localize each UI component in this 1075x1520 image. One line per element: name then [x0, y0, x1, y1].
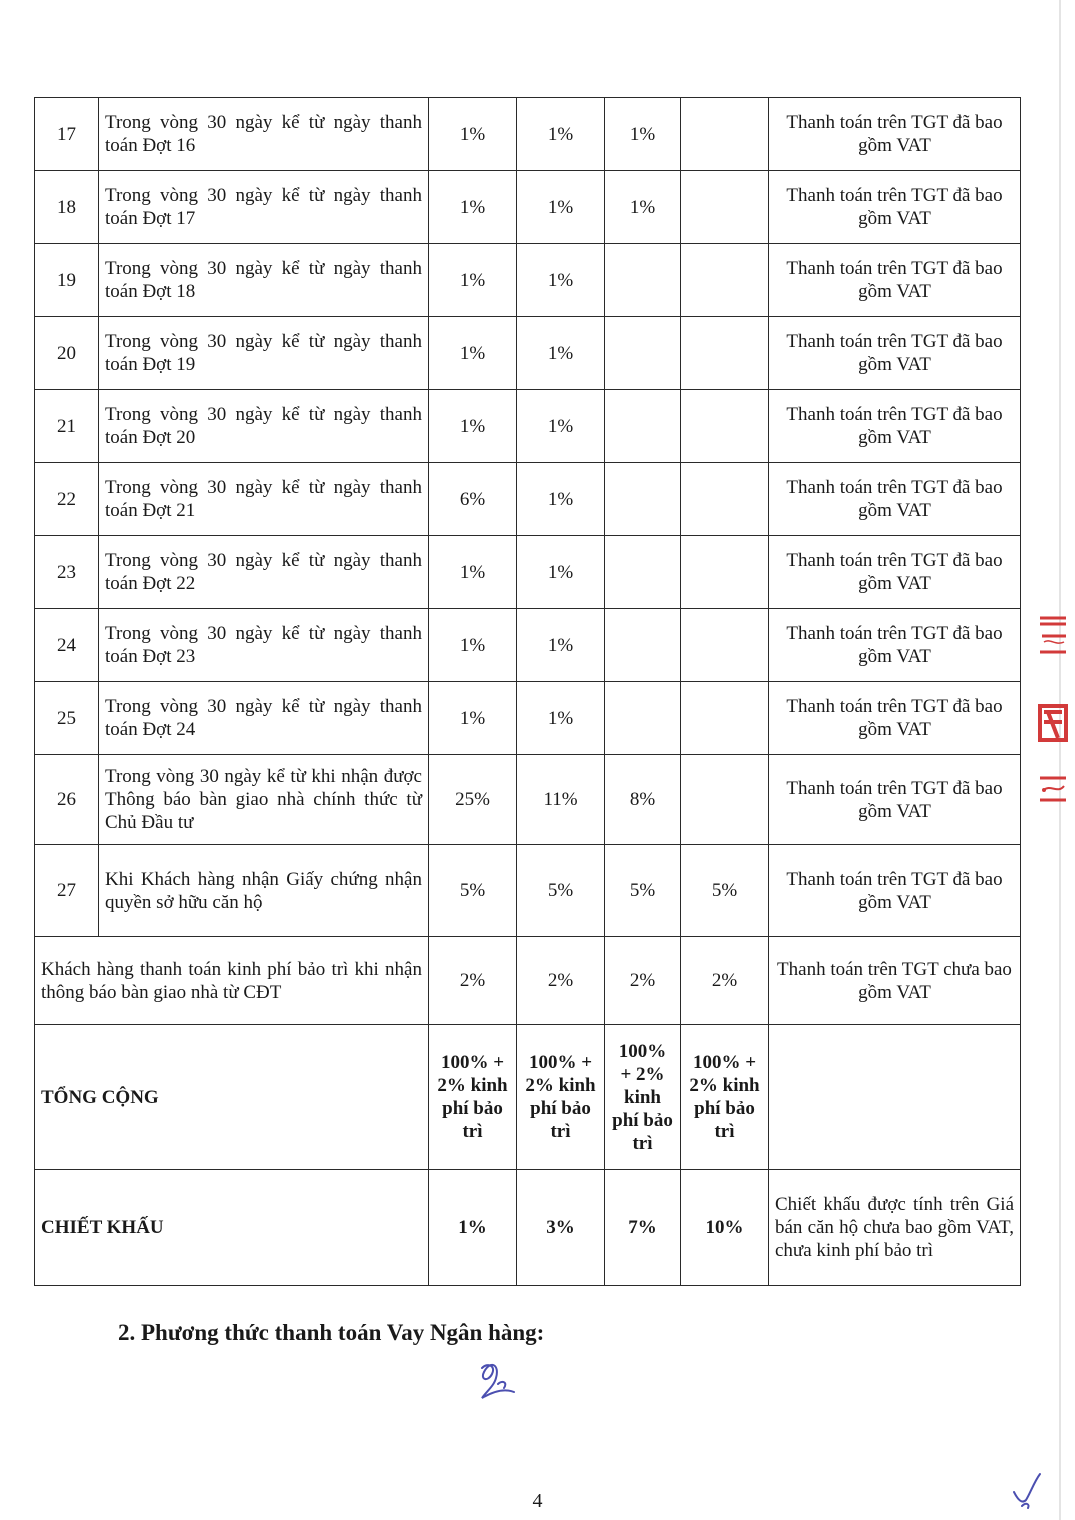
- percent-cell: 1%: [429, 609, 517, 682]
- installment-description: Trong vòng 30 ngày kể từ khi nhận được Thông báo bàn giao nhà chính thức từ Chủ Đầu tư: [99, 755, 429, 845]
- total-percent-cell: 100% + 2% kinh phí bảo trì: [429, 1025, 517, 1170]
- installment-number: 21: [35, 390, 99, 463]
- signature-initial: [470, 1358, 530, 1410]
- percent-cell: [681, 536, 769, 609]
- page-number: 4: [532, 1490, 543, 1512]
- table-row: [35, 171, 1021, 244]
- maintenance-fee-row: [35, 937, 1021, 1025]
- percent-cell: 11%: [517, 755, 605, 845]
- installment-description: Trong vòng 30 ngày kể từ ngày thanh toán Đợt 18: [99, 244, 429, 317]
- table-row: [35, 98, 1021, 171]
- percent-cell: 1%: [429, 98, 517, 171]
- percent-cell: 1%: [429, 682, 517, 755]
- table-row: [35, 755, 1021, 845]
- discount-row: [35, 1170, 1021, 1286]
- section-heading: 2. Phương thức thanh toán Vay Ngân hàng:: [118, 1320, 545, 1345]
- percent-cell: 1%: [517, 536, 605, 609]
- percent-cell: 2%: [681, 937, 769, 1025]
- payment-note: Thanh toán trên TGT đã bao gồm VAT: [769, 390, 1021, 463]
- percent-cell: 1%: [429, 244, 517, 317]
- table-row: [35, 317, 1021, 390]
- total-label: TỔNG CỘNG: [35, 1025, 429, 1170]
- percent-cell: 25%: [429, 755, 517, 845]
- discount-percent-cell: 3%: [517, 1170, 605, 1286]
- table-row: [35, 609, 1021, 682]
- percent-cell: 2%: [429, 937, 517, 1025]
- payment-schedule-table: [34, 97, 1021, 1286]
- payment-note: Thanh toán trên TGT đã bao gồm VAT: [769, 536, 1021, 609]
- percent-cell: [681, 755, 769, 845]
- installment-number: 23: [35, 536, 99, 609]
- percent-cell: 1%: [517, 244, 605, 317]
- percent-cell: 2%: [517, 937, 605, 1025]
- total-percent-cell: 100% + 2% kinh phí bảo trì: [681, 1025, 769, 1170]
- installment-description: Trong vòng 30 ngày kể từ ngày thanh toán Đợt 24: [99, 682, 429, 755]
- installment-description: Trong vòng 30 ngày kể từ ngày thanh toán Đợt 23: [99, 609, 429, 682]
- installment-number: 18: [35, 171, 99, 244]
- installment-description: Khi Khách hàng nhận Giấy chứng nhận quyền sở hữu căn hộ: [99, 845, 429, 937]
- schedule-body: [35, 98, 1021, 1286]
- percent-cell: 6%: [429, 463, 517, 536]
- discount-percent-cell: 7%: [605, 1170, 681, 1286]
- percent-cell: 1%: [605, 98, 681, 171]
- discount-note: Chiết khấu được tính trên Giá bán căn hộ chưa bao gồm VAT, chưa kinh phí bảo trì: [769, 1170, 1021, 1286]
- percent-cell: 1%: [517, 390, 605, 463]
- installment-number: 19: [35, 244, 99, 317]
- percent-cell: [681, 98, 769, 171]
- percent-cell: 1%: [517, 609, 605, 682]
- percent-cell: 1%: [429, 171, 517, 244]
- percent-cell: [681, 609, 769, 682]
- installment-number: 22: [35, 463, 99, 536]
- percent-cell: 1%: [429, 317, 517, 390]
- table-row: [35, 390, 1021, 463]
- percent-cell: [605, 463, 681, 536]
- installment-number: 27: [35, 845, 99, 937]
- payment-note: Thanh toán trên TGT đã bao gồm VAT: [769, 171, 1021, 244]
- payment-note: Thanh toán trên TGT đã bao gồm VAT: [769, 609, 1021, 682]
- percent-cell: [681, 317, 769, 390]
- percent-cell: 1%: [429, 536, 517, 609]
- percent-cell: 1%: [517, 98, 605, 171]
- payment-note: Thanh toán trên TGT đã bao gồm VAT: [769, 682, 1021, 755]
- installment-number: 20: [35, 317, 99, 390]
- percent-cell: 8%: [605, 755, 681, 845]
- payment-note: Thanh toán trên TGT đã bao gồm VAT: [769, 755, 1021, 845]
- percent-cell: 1%: [517, 463, 605, 536]
- percent-cell: 5%: [605, 845, 681, 937]
- payment-note: Thanh toán trên TGT đã bao gồm VAT: [769, 317, 1021, 390]
- total-percent-cell: 100% + 2% kinh phí bảo trì: [605, 1025, 681, 1170]
- percent-cell: [605, 390, 681, 463]
- payment-note: Thanh toán trên TGT đã bao gồm VAT: [769, 98, 1021, 171]
- payment-note: [769, 1025, 1021, 1170]
- percent-cell: 5%: [517, 845, 605, 937]
- table-row: [35, 536, 1021, 609]
- total-row: [35, 1025, 1021, 1170]
- table-row: [35, 463, 1021, 536]
- percent-cell: 2%: [605, 937, 681, 1025]
- discount-percent-cell: 10%: [681, 1170, 769, 1286]
- payment-note: Thanh toán trên TGT chưa bao gồm VAT: [769, 937, 1021, 1025]
- installment-number: 17: [35, 98, 99, 171]
- installment-number: 24: [35, 609, 99, 682]
- percent-cell: [605, 609, 681, 682]
- percent-cell: [681, 244, 769, 317]
- table-row: [35, 682, 1021, 755]
- installment-description: Trong vòng 30 ngày kể từ ngày thanh toán Đợt 19: [99, 317, 429, 390]
- percent-cell: 1%: [517, 171, 605, 244]
- percent-cell: 5%: [681, 845, 769, 937]
- payment-note: Thanh toán trên TGT đã bao gồm VAT: [769, 244, 1021, 317]
- installment-description: Trong vòng 30 ngày kể từ ngày thanh toán Đợt 17: [99, 171, 429, 244]
- payment-note: Thanh toán trên TGT đã bao gồm VAT: [769, 845, 1021, 937]
- stamp-fragment-icon: [1036, 612, 1070, 662]
- stamp-fragment-icon: [1036, 770, 1070, 810]
- percent-cell: [605, 244, 681, 317]
- table-row: [35, 244, 1021, 317]
- installment-number: 26: [35, 755, 99, 845]
- percent-cell: 5%: [429, 845, 517, 937]
- discount-label: CHIẾT KHẤU: [35, 1170, 429, 1286]
- installment-number: 25: [35, 682, 99, 755]
- percent-cell: [605, 536, 681, 609]
- percent-cell: [605, 682, 681, 755]
- payment-note: Thanh toán trên TGT đã bao gồm VAT: [769, 463, 1021, 536]
- table-row: [35, 845, 1021, 937]
- percent-cell: 1%: [517, 682, 605, 755]
- percent-cell: [681, 171, 769, 244]
- percent-cell: 1%: [605, 171, 681, 244]
- installment-description: Trong vòng 30 ngày kể từ ngày thanh toán Đợt 21: [99, 463, 429, 536]
- discount-percent-cell: 1%: [429, 1170, 517, 1286]
- percent-cell: [681, 390, 769, 463]
- percent-cell: 1%: [517, 317, 605, 390]
- total-percent-cell: 100% + 2% kinh phí bảo trì: [517, 1025, 605, 1170]
- maintenance-fee-description: Khách hàng thanh toán kinh phí bảo trì khi nhận thông báo bàn giao nhà từ CĐT: [35, 937, 429, 1025]
- percent-cell: 1%: [429, 390, 517, 463]
- page-edge: [1059, 0, 1061, 1520]
- stamp-fragment-icon: [1036, 700, 1070, 748]
- percent-cell: [605, 317, 681, 390]
- installment-description: Trong vòng 30 ngày kể từ ngày thanh toán Đợt 16: [99, 98, 429, 171]
- percent-cell: [681, 682, 769, 755]
- installment-description: Trong vòng 30 ngày kể từ ngày thanh toán Đợt 20: [99, 390, 429, 463]
- percent-cell: [681, 463, 769, 536]
- installment-description: Trong vòng 30 ngày kể từ ngày thanh toán Đợt 22: [99, 536, 429, 609]
